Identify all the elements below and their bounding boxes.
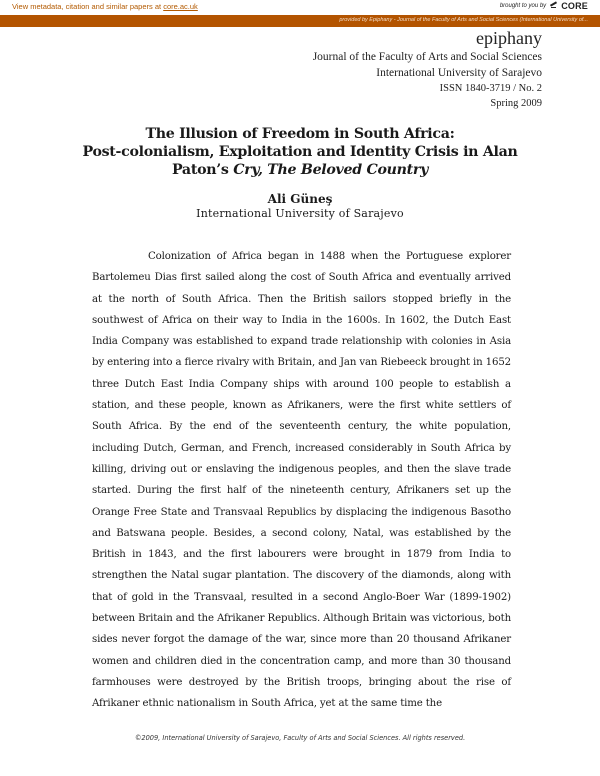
- core-logo-icon: [549, 1, 558, 11]
- author-affiliation: International University of Sarajevo: [196, 207, 404, 220]
- page-footer: ©2009, International University of Sarajevo, Faculty of Arts and Social Sciences. All rights reserved.: [134, 734, 466, 742]
- provided-by-link[interactable]: provided by Epiphany - Journal of the Faculty of Arts and Social Sciences (International University of...: [339, 17, 588, 23]
- journal-name: epiphany: [476, 28, 542, 48]
- core-attribution[interactable]: [500, 1, 588, 11]
- core-banner: [0, 0, 600, 14]
- journal-faculty: Journal of the Faculty of Arts and Social Sciences: [312, 51, 542, 63]
- journal-season: Spring 2009: [490, 98, 542, 109]
- journal-university: International University of Sarajevo: [376, 67, 542, 79]
- brought-by-text: brought to you by: [499, 3, 547, 9]
- metadata-text: View metadata, citation and similar papers at: [12, 2, 164, 11]
- title-line-3-prefix: Paton’s: [171, 162, 234, 178]
- title-line-3-italic: Cry, The Beloved Country: [233, 162, 429, 178]
- body-paragraph: Colonization of Africa began in 1488 when the Portuguese explorer Bartolemeu Dias first sailed along the cost of South Africa and eventually arrived at the north of South Africa. Then the British sailors stopped briefly in the southwest of Africa on their way to India in the 1600s. In 1602, the Dutch East India Company was established to expand trade relationship with colonies in Asia by entering into a fierce rivalry with Britain, and Jan van Riebeeck brought in 1652 three Dutch East India Company ships with around 100 people to establish a station, and these people, known as Afrikaners, were the first white settlers of South Africa. By the end of the seventeenth century, the white population, including Dutch, German, and French, increased considerably in South Africa by killing, driving out or enslaving the indigenous peoples, and then the slave trade started. During the first half of the nineteenth century, Afrikaners set up the Orange Free State and Transvaal Republics by displacing the indigenous Basotho and Batswana people. Besides, a second colony, Natal, was established by the British in 1843, and the first labourers were brought in 1879 from India to strengthen the Natal sugar plantation. The discovery of the diamonds, along with that of gold in the Transvaal, resulted in a second Anglo-Boer War (1899-1902) between Britain and the Afrikaner Republics. Although Britain was victorious, both sides never forgot the damage of the war, since more than 20 thousand Afrikaner women and children died in the concentration camp, and more than 30 thousand farmhouses were destroyed by the British troops, bringing about the rise of Afrikaner ethnic nationalism in South Africa, yet at the same time the: [92, 251, 511, 710]
- article-body: [92, 246, 511, 715]
- title-line-2: Post-colonialism, Exploitation and Identity Crisis in Alan: [82, 144, 518, 160]
- provider-bar: [0, 15, 600, 27]
- core-link[interactable]: core.ac.uk: [163, 2, 198, 11]
- title-line-3: [60, 161, 540, 179]
- core-label: CORE: [561, 1, 588, 11]
- metadata-notice: [12, 2, 198, 11]
- title-line-1: The Illusion of Freedom in South Africa:: [145, 126, 455, 142]
- author-name: Ali Güneş: [267, 192, 333, 206]
- journal-issn: ISSN 1840-3719 / No. 2: [439, 83, 542, 94]
- article-title: [60, 125, 540, 179]
